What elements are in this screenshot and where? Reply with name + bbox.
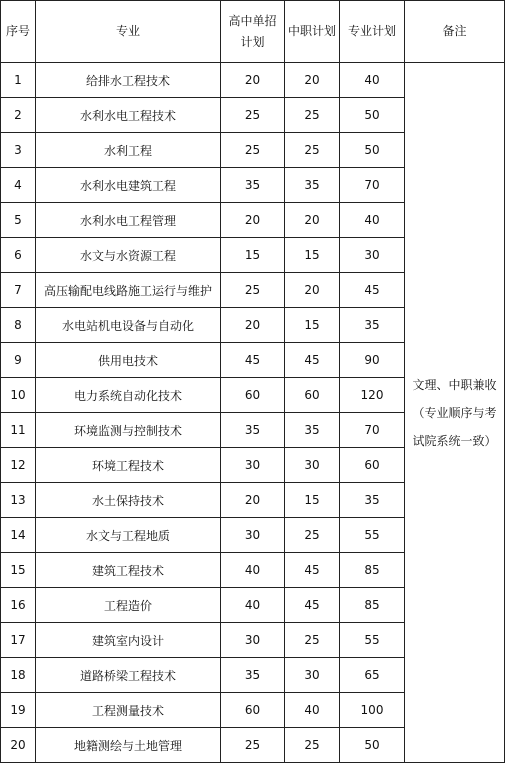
cell-high-school-plan: 20: [221, 483, 285, 518]
cell-major-plan: 70: [340, 413, 405, 448]
cell-high-school-plan: 35: [221, 658, 285, 693]
cell-major: 水电站机电设备与自动化: [36, 308, 221, 343]
cell-major: 水利水电工程技术: [36, 98, 221, 133]
cell-major-plan: 45: [340, 273, 405, 308]
header-major: 专业: [36, 1, 221, 63]
header-vocational-plan: 中职计划: [285, 1, 340, 63]
cell-seq: 5: [1, 203, 36, 238]
cell-high-school-plan: 45: [221, 343, 285, 378]
cell-high-school-plan: 35: [221, 413, 285, 448]
cell-major: 建筑工程技术: [36, 553, 221, 588]
header-seq: 序号: [1, 1, 36, 63]
cell-major-plan: 85: [340, 553, 405, 588]
cell-major-plan: 35: [340, 483, 405, 518]
cell-major: 高压输配电线路施工运行与维护: [36, 273, 221, 308]
table-body: [1, 63, 505, 763]
cell-high-school-plan: 40: [221, 553, 285, 588]
cell-major-plan: 70: [340, 168, 405, 203]
cell-vocational-plan: 25: [285, 518, 340, 553]
header-remark: 备注: [405, 1, 505, 63]
cell-high-school-plan: 60: [221, 378, 285, 413]
cell-seq: 6: [1, 238, 36, 273]
cell-major-plan: 40: [340, 63, 405, 98]
cell-major-plan: 90: [340, 343, 405, 378]
cell-vocational-plan: 25: [285, 623, 340, 658]
header-high-school-plan: [221, 1, 285, 63]
cell-vocational-plan: 25: [285, 133, 340, 168]
remark-line3: 试院系统一致）: [412, 433, 497, 448]
cell-high-school-plan: 15: [221, 238, 285, 273]
cell-high-school-plan: 40: [221, 588, 285, 623]
cell-major-plan: 65: [340, 658, 405, 693]
cell-major-plan: 55: [340, 623, 405, 658]
cell-vocational-plan: 40: [285, 693, 340, 728]
cell-high-school-plan: 60: [221, 693, 285, 728]
cell-major: 道路桥梁工程技术: [36, 658, 221, 693]
cell-major: 建筑室内设计: [36, 623, 221, 658]
cell-major-plan: 85: [340, 588, 405, 623]
remark-line2: （专业顺序与考: [412, 405, 497, 420]
cell-major: 工程造价: [36, 588, 221, 623]
cell-major: 环境监测与控制技术: [36, 413, 221, 448]
cell-major-plan: 50: [340, 133, 405, 168]
cell-vocational-plan: 30: [285, 448, 340, 483]
cell-major-plan: 30: [340, 238, 405, 273]
cell-seq: 11: [1, 413, 36, 448]
remark-line1: 文理、中职兼收: [412, 377, 497, 392]
cell-high-school-plan: 25: [221, 273, 285, 308]
cell-major: 工程测量技术: [36, 693, 221, 728]
cell-vocational-plan: 45: [285, 588, 340, 623]
cell-seq: 16: [1, 588, 36, 623]
cell-seq: 2: [1, 98, 36, 133]
cell-major: 水利工程: [36, 133, 221, 168]
cell-seq: 20: [1, 728, 36, 763]
cell-vocational-plan: 45: [285, 343, 340, 378]
cell-seq: 12: [1, 448, 36, 483]
cell-seq: 19: [1, 693, 36, 728]
cell-seq: 18: [1, 658, 36, 693]
cell-major-plan: 55: [340, 518, 405, 553]
cell-major: 供用电技术: [36, 343, 221, 378]
cell-high-school-plan: 20: [221, 308, 285, 343]
cell-seq: 3: [1, 133, 36, 168]
cell-major: 水文与工程地质: [36, 518, 221, 553]
cell-vocational-plan: 60: [285, 378, 340, 413]
cell-major: 环境工程技术: [36, 448, 221, 483]
cell-high-school-plan: 25: [221, 728, 285, 763]
cell-high-school-plan: 30: [221, 518, 285, 553]
cell-high-school-plan: 20: [221, 63, 285, 98]
cell-vocational-plan: 15: [285, 238, 340, 273]
cell-major-plan: 35: [340, 308, 405, 343]
cell-major: 给排水工程技术: [36, 63, 221, 98]
cell-seq: 15: [1, 553, 36, 588]
cell-high-school-plan: 20: [221, 203, 285, 238]
cell-major-plan: 120: [340, 378, 405, 413]
cell-major: 电力系统自动化技术: [36, 378, 221, 413]
cell-high-school-plan: 30: [221, 448, 285, 483]
header-major-plan: 专业计划: [340, 1, 405, 63]
cell-seq: 14: [1, 518, 36, 553]
cell-high-school-plan: 25: [221, 133, 285, 168]
cell-vocational-plan: 25: [285, 98, 340, 133]
cell-major: 水文与水资源工程: [36, 238, 221, 273]
cell-vocational-plan: 25: [285, 728, 340, 763]
table-row: [1, 63, 505, 98]
cell-vocational-plan: 35: [285, 413, 340, 448]
header-high-school-plan-line2: 计划: [240, 34, 265, 49]
cell-seq: 7: [1, 273, 36, 308]
cell-vocational-plan: 15: [285, 483, 340, 518]
cell-major-plan: 100: [340, 693, 405, 728]
cell-seq: 4: [1, 168, 36, 203]
remark-cell: [405, 63, 505, 763]
cell-major-plan: 60: [340, 448, 405, 483]
cell-major: 水利水电工程管理: [36, 203, 221, 238]
cell-vocational-plan: 15: [285, 308, 340, 343]
cell-major: 水利水电建筑工程: [36, 168, 221, 203]
cell-seq: 1: [1, 63, 36, 98]
table-header-row: [1, 1, 505, 63]
cell-vocational-plan: 20: [285, 63, 340, 98]
cell-seq: 9: [1, 343, 36, 378]
cell-seq: 10: [1, 378, 36, 413]
cell-vocational-plan: 35: [285, 168, 340, 203]
cell-major-plan: 50: [340, 728, 405, 763]
cell-vocational-plan: 30: [285, 658, 340, 693]
cell-vocational-plan: 20: [285, 273, 340, 308]
cell-seq: 8: [1, 308, 36, 343]
cell-major-plan: 50: [340, 98, 405, 133]
cell-major: 地籍测绘与土地管理: [36, 728, 221, 763]
cell-high-school-plan: 35: [221, 168, 285, 203]
header-high-school-plan-line1: 高中单招: [228, 13, 277, 28]
cell-high-school-plan: 25: [221, 98, 285, 133]
cell-major-plan: 40: [340, 203, 405, 238]
cell-major: 水土保持技术: [36, 483, 221, 518]
cell-vocational-plan: 20: [285, 203, 340, 238]
cell-seq: 13: [1, 483, 36, 518]
cell-high-school-plan: 30: [221, 623, 285, 658]
cell-vocational-plan: 45: [285, 553, 340, 588]
cell-seq: 17: [1, 623, 36, 658]
